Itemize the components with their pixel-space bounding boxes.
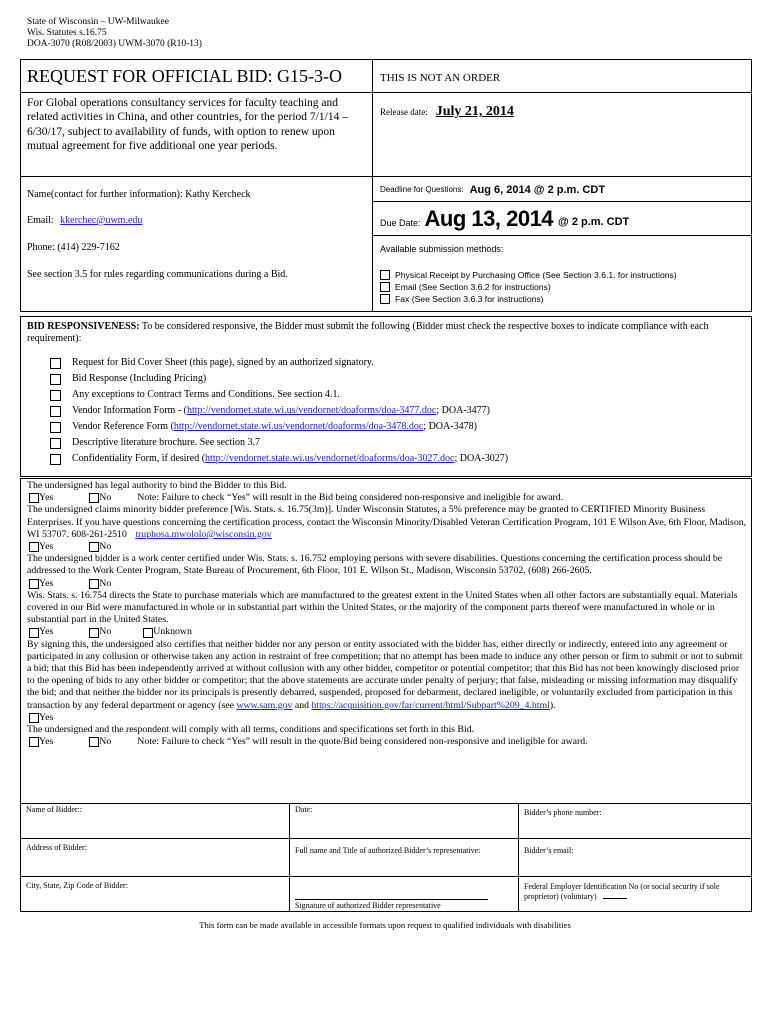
submission-checkbox[interactable] bbox=[380, 270, 390, 280]
release-date-value: July 21, 2014 bbox=[435, 104, 514, 119]
submission-method-label: Physical Receipt by Purchasing Office (See Section 3.6.1. for instructions) bbox=[395, 270, 677, 280]
bidder-email-field[interactable]: Bidder’s email: bbox=[524, 846, 574, 855]
fein-label: Federal Employer Identification No (or social security if sole proprietor) (voluntary) bbox=[524, 882, 720, 901]
sig-col-divider-1 bbox=[289, 803, 290, 912]
requirement-item[interactable] bbox=[50, 403, 750, 419]
fein-blank[interactable] bbox=[603, 898, 627, 899]
no-label: No bbox=[99, 736, 112, 748]
responsiveness-intro bbox=[27, 321, 743, 345]
due-date-time: @ 2 p.m. CDT bbox=[558, 216, 630, 228]
minority-text: The undersigned claims minority bidder preference [Wis. Stats. s. 16.75(3m)]. Under Wisconsin Statutes, a 5% preference may be granted to CERTIFIED Minority Business Enterprises. If you have questions concerning the certification process, contact the Wisconsin Minority/Disabled Veteran Certification Program, 101 E Wilson Ave, 6th Floor, Madison, WI 53707. 608-261-2510 bbox=[27, 504, 747, 540]
requirement-item[interactable] bbox=[50, 387, 750, 403]
requirement-checkbox[interactable] bbox=[50, 438, 61, 449]
due-date-rule bbox=[372, 235, 752, 236]
requirement-checkbox[interactable] bbox=[50, 358, 61, 369]
work-center-options bbox=[27, 578, 747, 590]
confidentiality-form-link[interactable]: http://vendornet.state.wi.us/vendornet/doaforms/doa-3027.doc bbox=[205, 453, 455, 464]
yes-label: Yes bbox=[39, 711, 54, 723]
header-line-3: DOA-3070 (R08/2003) UWM-3070 (R10-13) bbox=[27, 39, 202, 49]
yes-label: Yes bbox=[39, 736, 54, 748]
submission-methods-list bbox=[380, 269, 677, 305]
requirement-checkbox[interactable] bbox=[50, 374, 61, 385]
yes-checkbox[interactable] bbox=[29, 713, 39, 723]
usa-manufacture-options bbox=[27, 626, 747, 638]
form-header bbox=[27, 17, 202, 50]
submission-methods-label: Available submission methods: bbox=[380, 244, 504, 254]
submission-checkbox[interactable] bbox=[380, 294, 390, 304]
yes-label: Yes bbox=[39, 492, 54, 504]
minority-options bbox=[27, 541, 747, 553]
collusion-statement bbox=[27, 639, 747, 712]
submission-method-label: Fax (See Section 3.6.3 for instructions) bbox=[395, 294, 544, 304]
requirements-list bbox=[50, 355, 750, 467]
far-link[interactable]: https://acquisition.gov/far/current/html/Subpart%209_4.html bbox=[311, 699, 550, 711]
signature-label: Signature of authorized Bidder representative bbox=[295, 901, 441, 910]
submission-checkbox[interactable] bbox=[380, 282, 390, 292]
collusion-and: and bbox=[292, 699, 312, 711]
sig-row-divider-2 bbox=[20, 876, 752, 877]
due-date bbox=[380, 206, 629, 232]
submission-method-item[interactable] bbox=[380, 293, 677, 305]
requirement-text: Any exceptions to Contract Terms and Conditions. See section 4.1. bbox=[72, 389, 340, 400]
submission-method-item[interactable] bbox=[380, 281, 677, 293]
deadline-for-questions bbox=[380, 184, 605, 196]
header-line-2: Wis. Statutes s.16.75 bbox=[27, 28, 107, 38]
no-label: No bbox=[99, 626, 112, 638]
requirement-text: Bid Response (Including Pricing) bbox=[72, 373, 207, 384]
deadline-label: Deadline for Questions: bbox=[380, 185, 464, 194]
due-date-label: Due Date: bbox=[380, 217, 421, 228]
no-checkbox[interactable] bbox=[89, 579, 99, 589]
requirement-checkbox[interactable] bbox=[50, 406, 61, 417]
vendor-reference-form-link[interactable]: http://vendornet.state.wi.us/vendornet/doaforms/doa-3478.doc bbox=[173, 421, 424, 432]
no-checkbox[interactable] bbox=[89, 737, 99, 747]
contact-section-note: See section 3.5 for rules regarding communications during a Bid. bbox=[27, 269, 288, 280]
authority-note: Note: Failure to check “Yes” will result in the Bid being considered non-responsive and ineligible for award. bbox=[137, 492, 564, 504]
comply-note: Note: Failure to check “Yes” will result in the quote/Bid being considered non-responsive and ineligible for award. bbox=[137, 736, 588, 748]
requirement-checkbox[interactable] bbox=[50, 422, 61, 433]
submission-method-label: Email (See Section 3.6.2 for instructions) bbox=[395, 282, 551, 292]
bidder-address-field[interactable]: Address of Bidder: bbox=[26, 843, 87, 852]
header-line-1: State of Wisconsin – UW-Milwaukee bbox=[27, 17, 169, 27]
requirement-text: Descriptive literature brochure. See section 3.7 bbox=[72, 437, 260, 448]
sam-gov-link[interactable]: www.sam.gov bbox=[236, 699, 293, 711]
description-rule bbox=[20, 176, 372, 177]
responsiveness-text: To be considered responsive, the Bidder must submit the following (Bidder must check the respective boxes to indicate compliance with each requirement): bbox=[27, 321, 709, 344]
yes-checkbox[interactable] bbox=[29, 628, 39, 638]
contact-email-label: Email: bbox=[27, 215, 54, 226]
requirement-text: Confidentiality Form, if desired ( bbox=[72, 453, 206, 464]
unknown-label: Unknown bbox=[153, 626, 192, 638]
bid-description: For Global operations consultancy services for faculty teaching and related activities in China, and other countries, for the period 7/1/14 – 6/30/17, subject to availability of funds, with option to renew upon mutual agreement for five additional one year periods. bbox=[27, 97, 348, 153]
due-date-value: Aug 13, 2014 bbox=[424, 206, 554, 231]
yes-checkbox[interactable] bbox=[29, 579, 39, 589]
requirement-text-suffix: ; DOA-3478) bbox=[423, 421, 477, 432]
yes-checkbox[interactable] bbox=[29, 493, 39, 503]
deadline-rule bbox=[372, 201, 752, 202]
release-rule bbox=[372, 176, 752, 177]
submission-method-item[interactable] bbox=[380, 269, 677, 281]
certifications-text bbox=[27, 480, 747, 748]
requirement-item[interactable] bbox=[50, 435, 750, 451]
requirement-checkbox[interactable] bbox=[50, 454, 61, 465]
no-checkbox[interactable] bbox=[89, 493, 99, 503]
date-field[interactable]: Date: bbox=[295, 805, 313, 814]
bidder-name-field[interactable]: Name of Bidder:: bbox=[26, 805, 82, 814]
minority-statement bbox=[27, 504, 747, 541]
authority-options bbox=[27, 492, 747, 504]
unknown-checkbox[interactable] bbox=[143, 628, 153, 638]
release-date bbox=[380, 104, 514, 120]
bidder-phone-field[interactable]: Bidder’s phone number: bbox=[524, 808, 602, 817]
requirement-item[interactable] bbox=[50, 355, 750, 371]
collusion-text: By signing this, the undersigned also certifies that neither bidder nor any person or entity associated with the bidder has, either directly or indirectly, entered into any agreement or participated in any collusion or otherwise taken any action in restraint of free competition; that no attempt has been made to induce any other person or firm to submit or not to submit a bid; that this Bid has been independently arrived at without collusion with any other bidder, competitor or potential competitor; that this Bid has not been knowingly disclosed prior to the opening of bids to any other bidder or competitor; that the above statements are accurate under penalty of perjury; that false, misleading or missing information may disqualify the bid; and that neither the bidder nor its principals is presently debarred, suspended, proposed for debarment, declared ineligible, or voluntarily excluded from participation in this transaction by any federal department or agency (see bbox=[27, 638, 743, 711]
yes-label: Yes bbox=[39, 626, 54, 638]
requirement-text-suffix: ; DOA-3027) bbox=[454, 453, 509, 464]
requirement-item[interactable] bbox=[50, 419, 750, 435]
top-divider bbox=[372, 59, 373, 312]
bidder-city-field[interactable]: City, State, Zip Code of Bidder: bbox=[26, 881, 128, 890]
no-checkbox[interactable] bbox=[89, 542, 99, 552]
yes-label: Yes bbox=[39, 577, 54, 589]
accessibility-footer: This form can be made available in accessible formats upon request to qualified individuals with disabilities bbox=[199, 920, 571, 930]
signature-line[interactable] bbox=[295, 899, 488, 900]
fein-field[interactable] bbox=[524, 882, 746, 902]
yes-label: Yes bbox=[39, 541, 54, 553]
contact-name: Name(contact for further information): Kathy Kercheck bbox=[27, 189, 251, 200]
work-center-statement: The undersigned bidder is a work center certified under Wis. Stats. s. 16.752 employing persons with severe disabilities. Questions concerning the certification process should be addressed to the Work Center Program, State Bureau of Procurement, 6th Floor, 101 E. Wilson St., Madison, Wisconsin 53702, (608) 266-2605. bbox=[27, 553, 723, 577]
responsiveness-heading: BID RESPONSIVENESS: bbox=[27, 321, 140, 332]
contact-email bbox=[27, 215, 142, 227]
deadline-value: Aug 6, 2014 @ 2 p.m. CDT bbox=[469, 184, 606, 196]
contact-phone: Phone: (414) 229-7162 bbox=[27, 242, 120, 253]
title-rule bbox=[20, 92, 752, 93]
authority-statement: The undersigned has legal authority to bind the Bidder to this Bid. bbox=[27, 480, 287, 491]
requirement-checkbox[interactable] bbox=[50, 390, 61, 401]
no-label: No bbox=[99, 492, 112, 504]
comply-statement: The undersigned and the respondent will comply with all terms, conditions and specifications set forth in this Bid. bbox=[27, 724, 475, 736]
page-title: REQUEST FOR OFFICIAL BID: G15-3-O bbox=[27, 66, 343, 86]
requirement-item[interactable] bbox=[50, 451, 750, 467]
no-label: No bbox=[99, 541, 112, 553]
sig-row-divider-1 bbox=[20, 838, 752, 839]
usa-manufacture-statement: Wis. Stats. s. 16.754 directs the State to purchase materials which are manufactured to the greatest extent in the United States when all other factors are substantially equal. Materials covered in our Bid were manufactured in whole or in substantial part within the United States, or the majority of the component parts thereof were manufactured in whole or in substantial part in the United States. bbox=[27, 589, 738, 626]
requirement-text: Request for Bid Cover Sheet (this page), signed by an authorized signatory. bbox=[72, 357, 374, 368]
vendor-information-form-link[interactable]: http://vendornet.state.wi.us/vendornet/doaforms/doa-3477.doc bbox=[186, 405, 437, 416]
requirement-text: Vendor Reference Form ( bbox=[72, 421, 174, 432]
comply-options bbox=[27, 736, 747, 748]
requirement-text-suffix: ; DOA-3477) bbox=[436, 405, 490, 416]
representative-name-field[interactable]: Full name and Title of authorized Bidder’s representative: bbox=[295, 846, 481, 855]
collusion-options bbox=[27, 712, 747, 724]
minority-email-link[interactable]: truphosa.mwololo@wisconsin.gov bbox=[135, 528, 272, 540]
no-label: No bbox=[99, 577, 112, 589]
requirement-item[interactable] bbox=[50, 371, 750, 387]
requirement-text: Vendor Information Form - ( bbox=[72, 405, 187, 416]
release-date-label: Release date: bbox=[380, 106, 428, 117]
sig-col-divider-2 bbox=[518, 803, 519, 912]
collusion-end: ). bbox=[549, 699, 556, 711]
no-checkbox[interactable] bbox=[89, 628, 99, 638]
contact-email-link[interactable]: kkerchec@uwm.edu bbox=[60, 215, 143, 226]
yes-checkbox[interactable] bbox=[29, 542, 39, 552]
yes-checkbox[interactable] bbox=[29, 737, 39, 747]
not-an-order-label: THIS IS NOT AN ORDER bbox=[380, 72, 501, 84]
